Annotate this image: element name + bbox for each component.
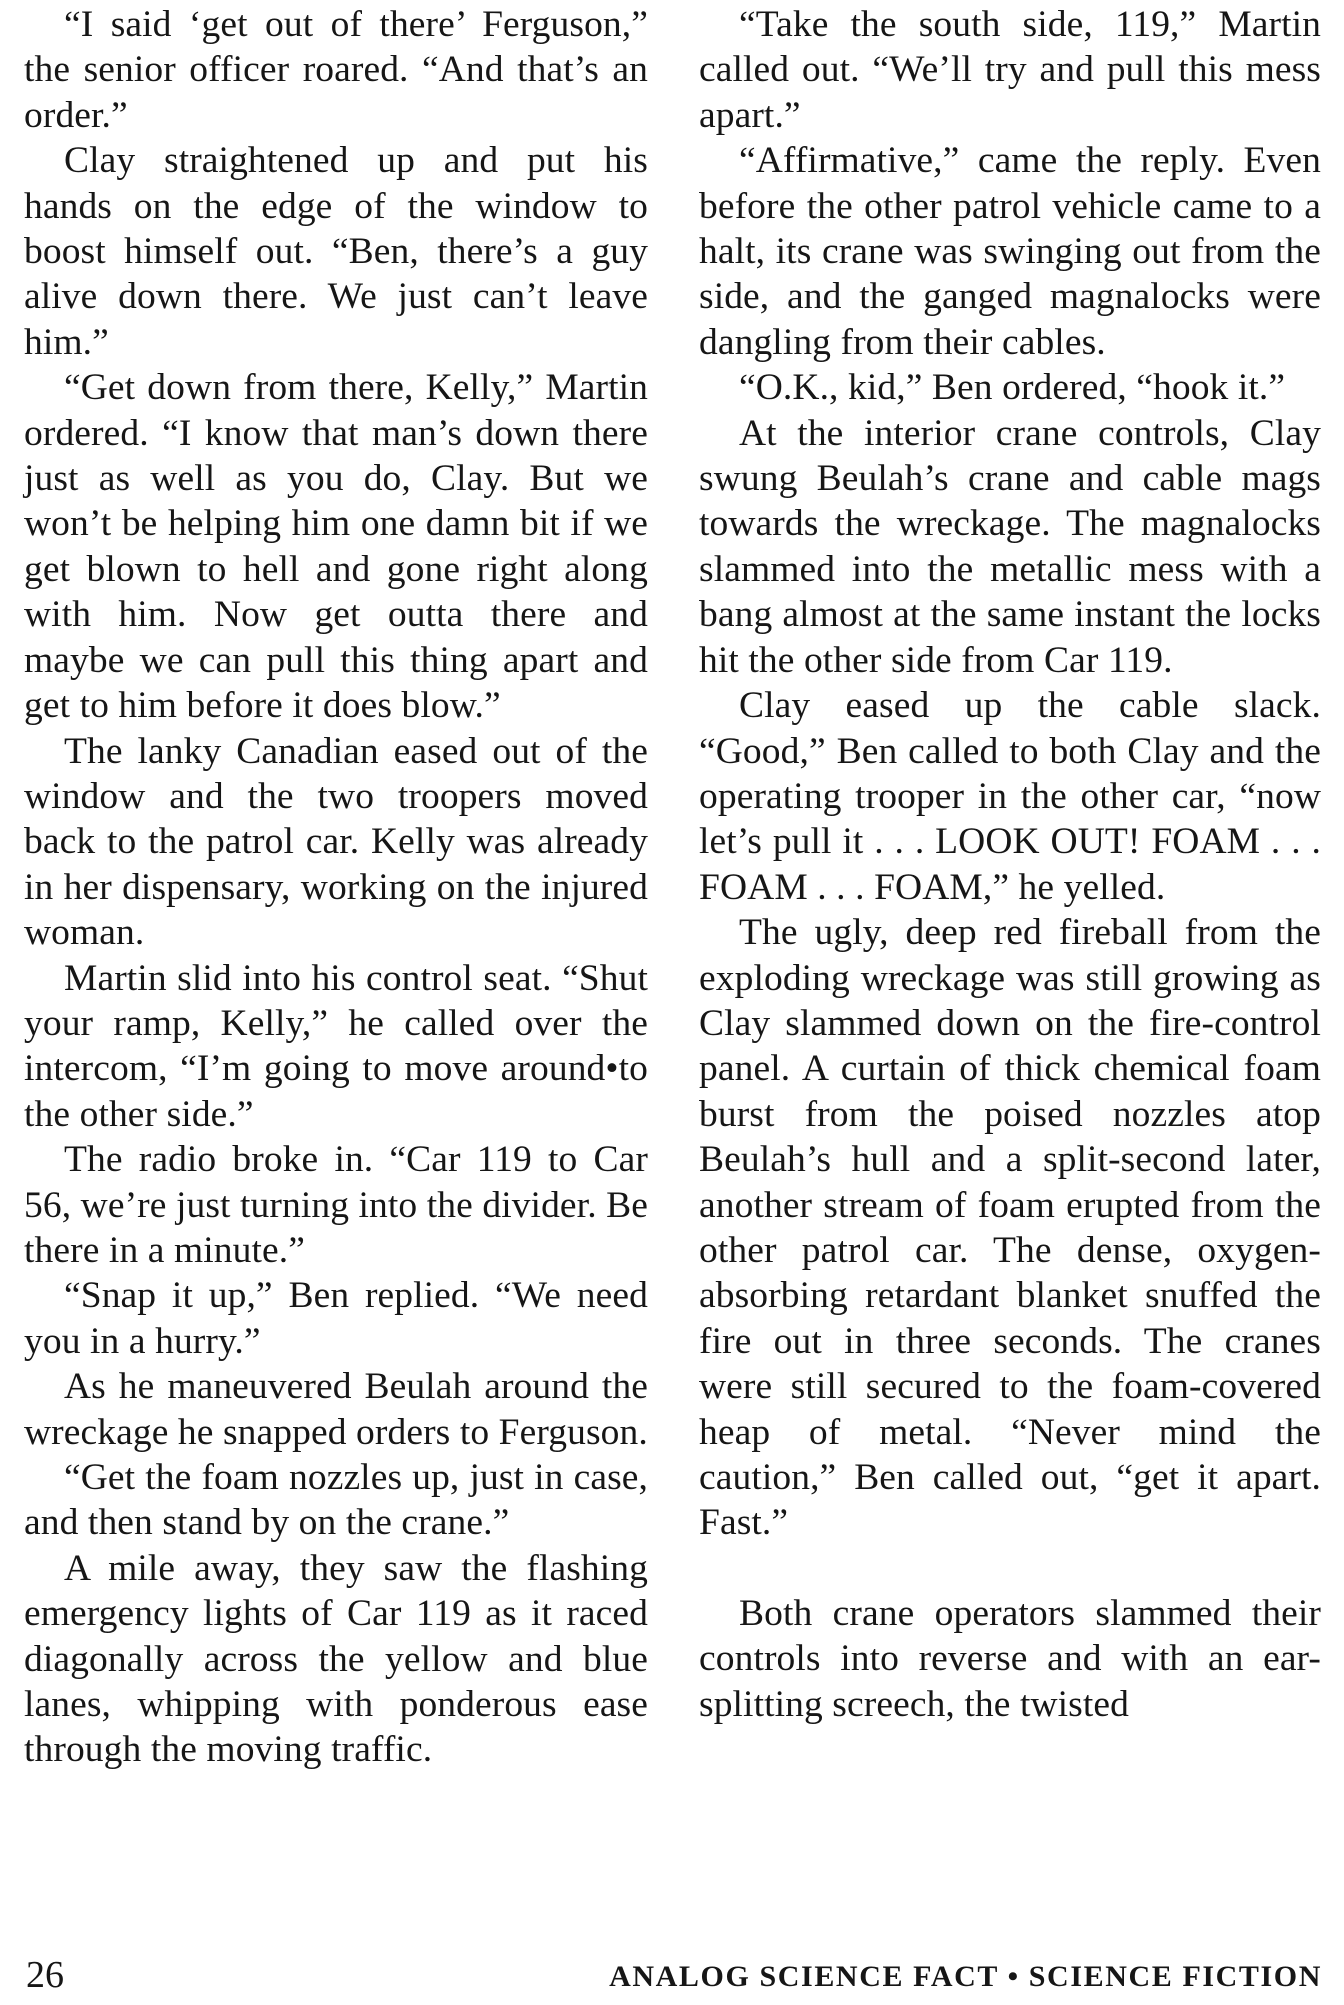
paragraph: A mile away, they saw the flashing emergency lights of Car 119 as it raced diagonally across the yellow and blue lanes, whipping with ponderous ease through the moving traffic. (24, 1547, 648, 1771)
paragraph: “Take the south side, 119,” Martin called out. “We’ll try and pull this mess apart.” (699, 4, 1321, 136)
paragraph: Clay straightened up and put his hands on the edge of the window to boost himself out. “Ben, there’s a guy alive down there. We just can’t leave him.” (24, 140, 648, 363)
paragraph: As he maneuvered Beulah around the wreckage he snapped orders to Ferguson. (24, 1366, 648, 1453)
paragraph: Both crane operators slammed their controls into reverse and with an ear-splitting screech, the twisted (699, 1592, 1321, 1725)
page-number: 26 (26, 1954, 64, 1996)
running-footer-title: ANALOG SCIENCE FACT • SCIENCE FICTION (609, 1960, 1322, 1993)
right-column (699, 2, 1321, 1727)
paragraph: The ugly, deep red fireball from the exploding wreckage was still growing as Clay slammed down on the fire-control panel. A curtain of thick chemical foam burst from the poised nozzles atop Beulah’s hull and a split-second later, another stream of foam erupted from the other patrol car. The dense, oxygen-absorbing retardant blanket snuffed the fire out in three seconds. The cranes were still secured to the foam-covered heap of metal. “Never mind the caution,” Ben called out, “get it apart. Fast.” (699, 912, 1321, 1544)
left-column (24, 2, 648, 1773)
paragraph: Martin slid into his control seat. “Shut your ramp, Kelly,” he called over the intercom, “I’m going to move around•to the other side.” (24, 957, 648, 1135)
paragraph: The radio broke in. “Car 119 to Car 56, we’re just turning into the divider. Be there in a minute.” (24, 1139, 648, 1271)
paragraph: “Get down from there, Kelly,” Martin ordered. “I know that man’s down there just as well as you do, Clay. But we won’t be helping him one damn bit if we get blown to hell and gone right along with him. Now get outta there and maybe we can pull this thing apart and get to him before it does blow.” (24, 367, 648, 727)
page-footer (0, 1953, 1344, 2003)
paragraph: At the interior crane controls, Clay swung Beulah’s crane and cable mags towards the wreckage. The magnalocks slammed into the metallic mess with a bang almost at the same instant the locks hit the other side from Car 119. (699, 412, 1321, 681)
paragraph: Clay eased up the cable slack. “Good,” Ben called to both Clay and the operating trooper in the other car, “now let’s pull it . . . LOOK OUT! FOAM . . . FOAM . . . FOAM,” he yelled. (699, 685, 1321, 908)
paragraph: “Get the foam nozzles up, just in case, and then stand by on the crane.” (24, 1457, 648, 1544)
paragraph: “Affirmative,” came the reply. Even before the other patrol vehicle came to a halt, its crane was swinging out from the side, and the ganged magnalocks were dangling from their cables. (699, 140, 1321, 363)
paragraph: The lanky Canadian eased out of the window and the two troopers moved back to the patrol car. Kelly was already in her dispensary, working on the injured woman. (24, 730, 648, 954)
paragraph: “I said ‘get out of there’ Ferguson,” the senior officer roared. “And that’s an order.” (24, 4, 648, 136)
paragraph: “Snap it up,” Ben replied. “We need you in a hurry.” (24, 1275, 648, 1362)
paragraph: “O.K., kid,” Ben ordered, “hook it.” (739, 367, 1286, 409)
